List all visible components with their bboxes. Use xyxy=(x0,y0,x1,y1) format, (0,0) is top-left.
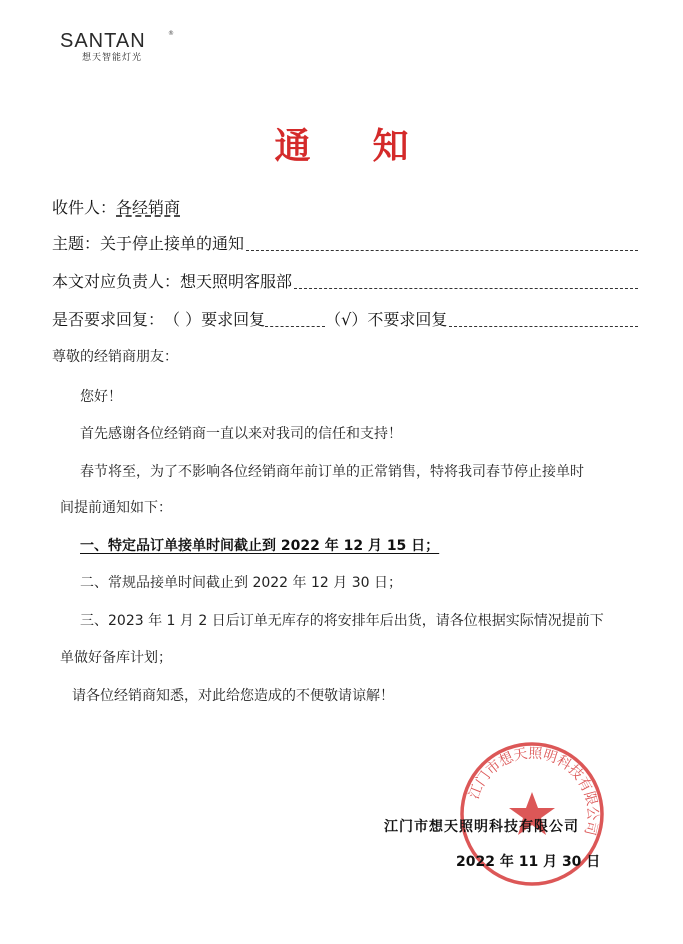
subject-value: 关于停止接单的通知 xyxy=(100,234,245,253)
reply-option2-box: （√） xyxy=(325,310,368,329)
hello-line: 您好！ xyxy=(80,389,122,405)
recipient-label: 收件人： xyxy=(52,198,117,217)
reply-option2-text: 不要求回复 xyxy=(367,310,448,329)
document-title: 通知 xyxy=(274,125,471,167)
logo-subtitle: 想天智能灯光 xyxy=(82,53,143,63)
subject-row xyxy=(52,232,638,254)
item-stock-line2: 单做好备库计划； xyxy=(60,650,172,666)
reply-option1-text: 要求回复 xyxy=(201,310,266,329)
owner-label: 本文对应负责人： xyxy=(52,272,181,291)
owner-value: 想天照明客服部 xyxy=(180,272,293,291)
item-stock-line1: 三、2023 年 1 月 2 日后订单无库存的将安排年后出货，请各位根据实际情况提前下 xyxy=(80,613,604,629)
closing-line: 请各位经销商知悉，对此给您造成的不便敬请谅解！ xyxy=(72,688,394,704)
owner-underline xyxy=(294,288,638,289)
registered-mark: ® xyxy=(168,30,174,37)
item-special-orders-text: 一、特定品订单接单时间截止到 2022 年 12 月 15 日； xyxy=(80,538,440,554)
signature-date: 2022 年 11 月 30 日 xyxy=(456,854,601,870)
reply-underline xyxy=(449,326,638,327)
reply-row xyxy=(52,308,638,330)
item-special-orders xyxy=(80,535,439,555)
signature-company: 江门市想天照明科技有限公司 xyxy=(384,819,579,835)
seal-arc-text: 江门市想天照明科技有限公司 xyxy=(466,745,601,837)
subject-underline xyxy=(246,250,638,251)
company-logo xyxy=(60,30,180,64)
item-regular-orders: 二、常规品接单时间截止到 2022 年 12 月 30 日； xyxy=(80,575,402,591)
recipient-value: 各经销商 xyxy=(116,198,181,217)
subject-label: 主题： xyxy=(52,234,101,253)
recipient-row xyxy=(52,196,638,218)
paragraph-notice-line2: 间提前通知如下： xyxy=(60,500,172,516)
reply-label: 是否要求回复： xyxy=(52,310,165,329)
logo-wordmark: SANTAN xyxy=(60,30,146,52)
owner-row xyxy=(52,270,638,292)
greeting: 尊敬的经销商朋友： xyxy=(52,349,178,365)
paragraph-notice-line1: 春节将至，为了不影响各位经销商年前订单的正常销售，特将我司春节停止接单时 xyxy=(80,464,584,480)
reply-gap-underline xyxy=(265,326,325,327)
reply-option1-box: （ ） xyxy=(164,310,202,329)
paragraph-thanks: 首先感谢各位经销商一直以来对我司的信任和支持！ xyxy=(80,426,402,442)
